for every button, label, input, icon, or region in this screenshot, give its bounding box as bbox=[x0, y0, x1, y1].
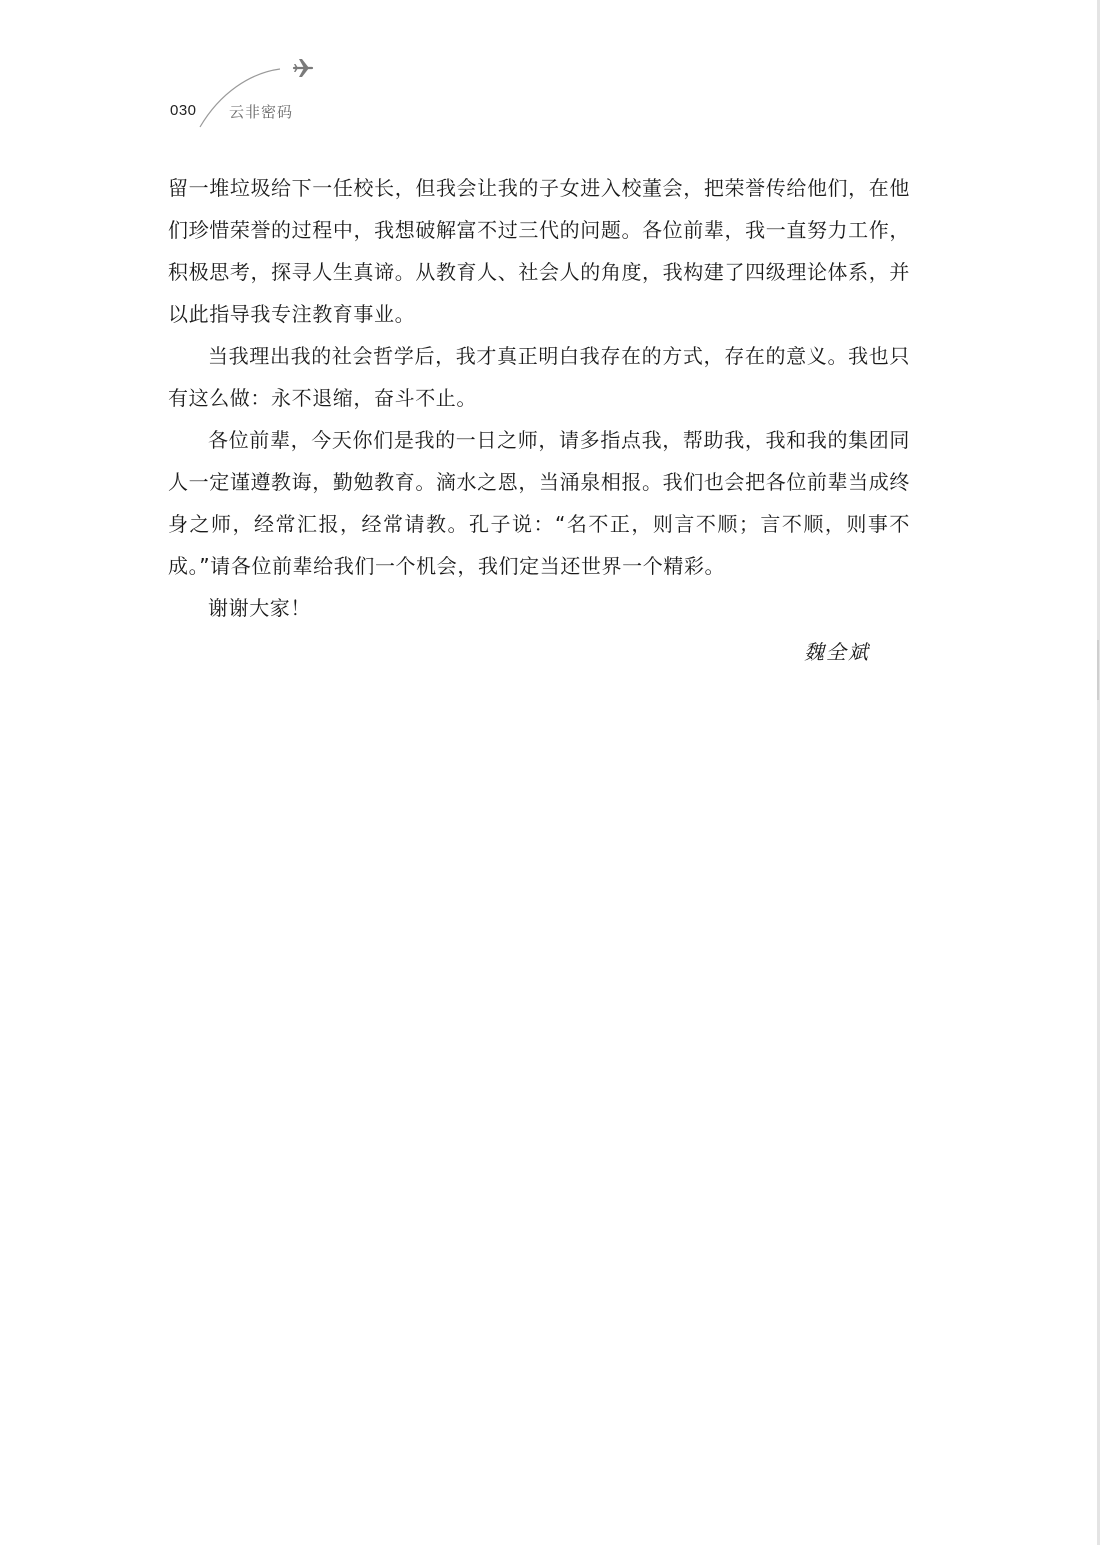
page-number: 030 bbox=[170, 102, 197, 119]
paragraph: 各位前辈，今天你们是我的一日之师，请多指点我，帮助我，我和我的集团同人一定谨遵教诲，勤勉教育。滴水之恩，当涌泉相报。我们也会把各位前辈当成终身之师，经常汇报，经常请教。孔子说：“名不正，则言不顺；言不顺，则事不成。”请各位前辈给我们一个机会，我们定当还世界一个精彩。 bbox=[168, 428, 910, 578]
signature: 魏全斌 bbox=[804, 640, 870, 664]
airplane-icon bbox=[294, 59, 312, 77]
closing-line: 谢谢大家！ bbox=[208, 596, 311, 620]
page-edge-mark bbox=[1097, 640, 1099, 700]
book-title: 云非密码 bbox=[229, 103, 294, 121]
paragraph: 留一堆垃圾给下一任校长，但我会让我的子女进入校董会，把荣誉传给他们，在他们珍惜荣誉的过程中，我想破解富不过三代的问题。各位前辈，我一直努力工作，积极思考，探寻人生真谛。从教育人、社会人的角度，我构建了四级理论体系，并以此指导我专注教育事业。 bbox=[168, 176, 910, 326]
body-text bbox=[168, 167, 910, 629]
running-header bbox=[168, 55, 368, 130]
paragraph: 当我理出我的社会哲学后，我才真正明白我存在的方式，存在的意义。我也只有这么做：永不退缩，奋斗不止。 bbox=[168, 344, 910, 410]
